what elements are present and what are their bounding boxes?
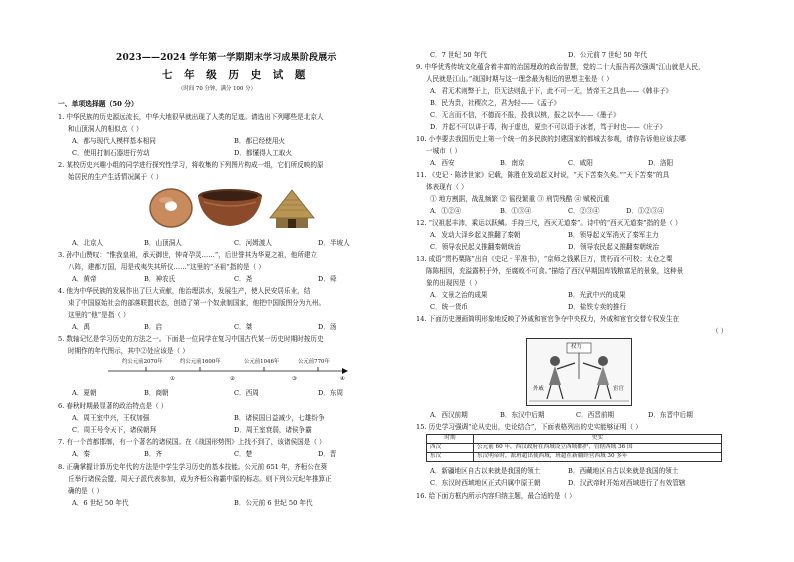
q14-option-d: D．东晋中后期 (648, 411, 693, 419)
q4-line3: 这里的“他”是指（ ） (68, 311, 130, 319)
q10-option-d: D．洛阳 (648, 159, 674, 167)
q11-line2: 体表现有（ ） (426, 183, 468, 191)
q15-line1: 15. 历史学习强调“论从史出，史论结合”，下面表格列出的史实能够证明（ ） (416, 423, 642, 431)
timeline-date-2: 约公元前1600年 (180, 359, 221, 365)
table-header-fact: 史实 (474, 435, 722, 444)
q5-option-b: B．商朝 (144, 389, 169, 397)
q13-option-b: B．光武中兴的成果 (568, 291, 626, 299)
q3-option-a: A．黄帝 (72, 275, 97, 283)
q5-option-a: A．夏朝 (72, 389, 97, 397)
q7-option-b: B．齐 (144, 450, 163, 458)
q4-option-c: C．桀 (234, 323, 253, 331)
q3-option-b: B．神农氏 (144, 275, 176, 283)
timeline-date-1: 约公元前2070年 (122, 359, 163, 365)
q12-option-a: A．发动大泽乡起义推翻了秦朝 (430, 231, 521, 239)
q9-option-b: B．民为贵，社稷次之，君为轻——《孟子》 (430, 99, 561, 107)
q9-line2: 人民就是江山。”战国时期与这一理念最为相近的思想主张是（ ） (426, 75, 613, 83)
q9-line1: 9. 中华优秀传统文化蕴含着丰富的治国理政的政治智慧，党的二十大报告再次强调“江山就是人民， (416, 63, 705, 71)
q13-option-a: A．文景之治的成果 (430, 291, 488, 299)
q8-option-d: D．公元前 7 世纪 50 年代 (568, 51, 648, 59)
exam-time-note: （时间 70 分钟，满分 100 分） (178, 86, 256, 92)
q9-option-d: D．并起不可以讲于毒，拘于虚也，夏虫不可以语于冰者，笃于时也——《庄子》 (430, 123, 667, 131)
q8-line3: 确的是（ ） (68, 487, 104, 495)
q3-line1: 3. 孙中山赞叹：“惟我皇祖，承天御世，钟奇孕灵……”，后世誉其为华夏之祖，他所建立 (58, 251, 318, 259)
q2-line2: 始居民的生产生活情况属于（ ） (68, 173, 163, 181)
q10-option-c: C．咸阳 (568, 159, 593, 167)
q8-option-c: C．7 世纪 50 年代 (430, 51, 487, 59)
stone-wheel-image (148, 186, 194, 230)
q11-option-b: B．①③④ (500, 207, 532, 215)
table-cell-fact: 东汉明帝时，派班超出使西域，班超在新疆经营西域 30 多年 (474, 453, 722, 462)
table-row (427, 453, 722, 462)
power-struggle-cartoon (526, 338, 632, 406)
q10-line1: 10. 小李要去我国历史上第一个统一的多民族的封建国家的都城去参观，请你告诉他应该去哪 (416, 135, 686, 143)
q13-option-c: C．统一货币 (430, 303, 469, 311)
q10-line2: 一城市（ ） (426, 147, 462, 155)
cartoon-label-eunuch: 宦官 (613, 386, 624, 392)
q3-option-c: C．尧 (234, 275, 253, 283)
q2-option-c: C．河姆渡人 (234, 239, 273, 247)
q15-option-b: B．西藏地区自古以来就是我国的领土 (568, 467, 679, 475)
q15-option-a: A．新疆地区自古以来就是我国的领土 (430, 467, 541, 475)
q8-line2: 丘举行诸侯会盟，周天子派代表参加，成为齐桓公称霸中原的标志。则下列公元纪年推算正 (68, 475, 332, 483)
table-cell-period: 西汉 (427, 444, 474, 453)
q10-option-b: B．南京 (500, 159, 525, 167)
q2-line1: 2. 某校历史兴趣小组的同学进行探究性学习，将收集的下列图片构成一组，它们所反映的原 (58, 161, 324, 169)
q5-line2: 时期作的年代图示，其中②处应该是（ ） (68, 347, 189, 355)
q1-line2: 和山顶洞人的相似点（ ） (68, 125, 143, 133)
q14-option-a: A．西汉前期 (430, 411, 468, 419)
q8-option-b: B．公元前 6 世纪 50 年代 (234, 499, 313, 507)
q12-line1: 12. “汉祖起丰沛，乘运以跃鳞。手持三尺，西灭无道秦”。诗中的“西灭无道秦”指的是（ ） (416, 219, 682, 227)
table-cell-period: 东汉 (427, 453, 474, 462)
q4-line2: 束了中国原始社会的部落联盟状态，创造了第一个奴隶制国家，他把中国版图分为九州。 (68, 299, 326, 307)
pottery-basin-image (196, 188, 264, 228)
q1-option-d: D．都懂得人工取火 (234, 149, 293, 157)
q15-option-c: C．东汉时西域地区正式归属中原王朝 (430, 479, 541, 487)
q14-option-c: C．西晋前期 (576, 411, 615, 419)
table-row (427, 444, 722, 453)
q9-option-a: A．君无术则弊于上，臣无法则乱于下，此不可一无，皆帝王之具也——《韩非子》 (430, 87, 673, 95)
timeline-mark-4: ④ (340, 376, 345, 382)
cartoon-label-consort: 外戚 (533, 386, 544, 392)
thatched-hut-image (266, 188, 318, 230)
q11-option-a: A．①②④ (430, 207, 462, 215)
q11-option-d: D．①②③④ (626, 207, 665, 215)
q11-option-c: C．②③④ (568, 207, 600, 215)
timeline-date-4: 公元前770年 (298, 359, 330, 365)
q2-option-d: D．半坡人 (318, 239, 350, 247)
q14-option-b: B．东汉中后期 (500, 411, 545, 419)
q4-option-d: D．汤 (318, 323, 337, 331)
q15-option-d: D．汉武帝时开始对西域进行了有效管辖 (568, 479, 686, 487)
q6-line1: 6. 春秋时期最显著的政治特点是（ ） (58, 402, 168, 410)
q8-option-a: A．6 世纪 50 年代 (72, 499, 129, 507)
cartoon-label-power: 权力 (571, 344, 582, 350)
q2-option-a: A．北京人 (72, 239, 104, 247)
q13-line1: 13. 成语“贯朽粟陈”出自《史记 · 平准书》，“京师之钱累巨万，贯朽而不可校；太仓之粟 (416, 255, 673, 263)
q1-line1: 1. 中华民族的历史源远流长，中华大地很早就出现了人类的足迹。请选出下列哪些是北京人 (58, 113, 324, 121)
q1-option-b: B．都已经使用火 (234, 137, 286, 145)
exam-subject: 七 年 级 历 史 试 题 (162, 69, 310, 81)
q13-option-d: D．盐铁专卖的推行 (568, 303, 627, 311)
q14-answer-paren: （ ） (712, 327, 728, 335)
q12-option-b: B．领导起义军消灭了秦军主力 (568, 231, 659, 239)
q1-option-a: A．都与现代人模样基本相同 (72, 137, 156, 145)
timeline-mark-2: ② (230, 376, 235, 382)
q12-option-c: C．领导农民起义推翻秦朝统治 (430, 243, 521, 251)
timeline-mark-1: ① (170, 376, 175, 382)
q7-option-c: C．楚 (234, 450, 253, 458)
timeline-axis (106, 366, 348, 376)
q9-option-c: C．无言而不信，不德而不报，投我以桃，报之以李——《墨子》 (430, 111, 620, 119)
table-cell-fact: 公元前 60 年，西汉政府在西域设立西域都护，管辖西域 36 国 (474, 444, 722, 453)
section-heading: 一、单项选择题（50 分） (58, 100, 138, 108)
q3-option-d: D．舜 (318, 275, 337, 283)
q14-line1: 14. 下面历史漫画简明形象地反映了外戚和宦官争夺中央权力，外戚和宦官交替专权发生在 (416, 315, 680, 323)
q4-line1: 4. 他为中华民族的发展作出了巨大贡献，他治理洪水，发展生产，使人民安居乐业，结 (58, 287, 311, 295)
q7-line1: 7. 有一个首都邯郸，有一个著名的诸侯国。在《战国形势图》上找不到了，该诸侯国是（ ） (58, 438, 326, 446)
q13-line2: 陈陈相因，充溢露积于外，至腐败不可食。”描绘了西汉早期国库钱粮富足的景象，这种景 (426, 267, 684, 275)
q6-option-a: A．周王室中兴，王权加强 (72, 414, 150, 422)
timeline-date-3: 公元前1046年 (244, 359, 280, 365)
q13-line3: 象的出现因是（ ） (426, 279, 481, 287)
q4-option-a: A．禹 (72, 323, 90, 331)
q6-option-c: C．周王号令天下，诸侯朝拜 (72, 426, 157, 434)
q2-option-b: B．山顶洞人 (144, 239, 182, 247)
timeline-mark-3: ③ (292, 376, 297, 382)
q7-option-a: A．秦 (72, 450, 90, 458)
q4-option-b: B．启 (144, 323, 163, 331)
q11-line1: 11. 《史记 · 陈涉世家》记载，陈胜在发动起义时说，“天下苦秦久矣。”“天下苦秦”的具 (416, 171, 670, 179)
exam-title: 2023——2024 学年第一学期期末学习成果阶段展示 (116, 53, 337, 63)
q8-line1: 8. 正确掌握计算历史年代的方法是中学生学习历史的基本技能。公元前 651 年，齐桓公在葵 (58, 463, 328, 471)
q16-line1: 16. 给下面方框内所示内容归纳主题，最合适的是（ ） (416, 492, 576, 500)
q6-option-b: B．诸侯国日益减少，七雄纷争 (234, 414, 325, 422)
q6-option-d: D．周王室衰弱，诸侯争霸 (234, 426, 312, 434)
table-header-period: 时期 (427, 435, 474, 444)
history-table (426, 434, 722, 462)
q5-option-c: C．西周 (234, 389, 259, 397)
q3-line2: 八阵，建都万国，用是戎夷失其所仪……”这里的“圣祖”指的是（ ） (68, 263, 265, 271)
q11-items: ① 地方割据，战乱频繁 ② 徭役繁重 ③ 刑罚残酷 ④ 赋税沉重 (430, 195, 610, 203)
q5-line1: 5. 数轴记忆是学习历史的方法之一。下面是一位同学在复习中国古代某一历史时期时按历史 (58, 335, 324, 343)
q7-option-d: D．晋 (318, 450, 337, 458)
q10-option-a: A．西安 (430, 159, 455, 167)
q5-option-d: D．东周 (318, 389, 344, 397)
q12-option-d: D．领导农民起义推翻秦朝统治 (568, 243, 660, 251)
table-header-row (427, 435, 722, 444)
q1-option-c: C．使用打制石器进行劳动 (72, 149, 150, 157)
